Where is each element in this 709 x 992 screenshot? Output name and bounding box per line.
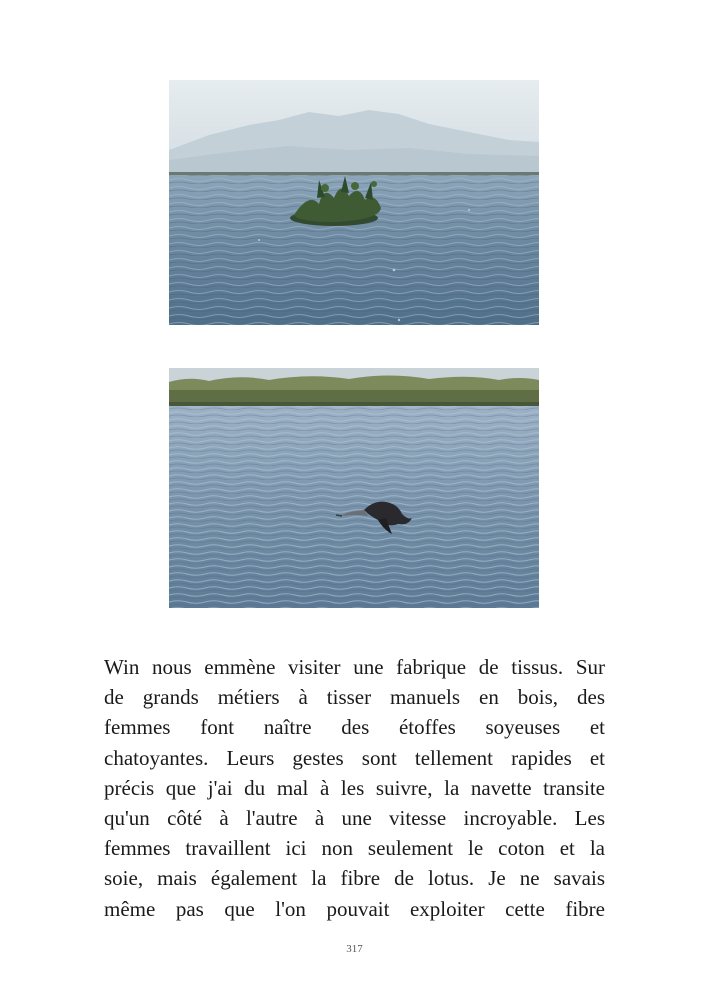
text-line: qu'un côté à l'autre à une vitesse incroyable. Les (104, 805, 605, 830)
lake-plants-photo (169, 80, 539, 325)
body-paragraph (104, 652, 605, 924)
text-line: soie, mais également la fibre de lotus. Je ne savais (104, 866, 605, 891)
text-line: femmes font naître des étoffes soyeuses et (104, 715, 605, 740)
text-line: chatoyantes. Leurs gestes sont tellement rapides et (104, 745, 605, 770)
flying-bird-photo (169, 368, 539, 608)
page-number: 317 (346, 943, 363, 955)
text-line: Win nous emmène visiter une fabrique de tissus. Sur (104, 655, 605, 679)
text-line: femmes travaillent ici non seulement le coton et la (104, 836, 605, 861)
text-line: précis que j'ai du mal à les suivre, la navette transite (104, 775, 605, 800)
text-line: même pas que l'on pouvait exploiter cette fibre (104, 896, 605, 921)
text-line: de grands métiers à tisser manuels en bois, des (104, 685, 605, 710)
